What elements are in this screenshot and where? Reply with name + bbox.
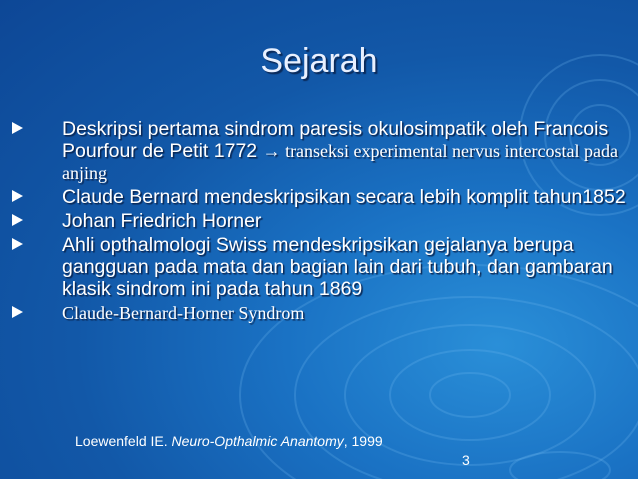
slide-title: Sejarah [260, 42, 378, 80]
bullet-text: Claude Bernard mendeskripsikan secara lebih komplit tahun1852 [62, 186, 626, 208]
bullet-item [12, 210, 627, 232]
reference-work: Neuro-Opthalmic Anantomy [171, 433, 344, 449]
bullet-text: Ahli opthalmologi Swiss mendeskripsikan gejalanya berupa gangguan pada mata dan bagian lain dari tubuh, dan gambaran klasik sindrom ini pada tahun 1869 [62, 234, 613, 300]
bullet-item [12, 302, 627, 324]
bullet-text: Johan Friedrich Horner [62, 210, 262, 232]
bullet-text-extra: → transeksi experimental nervus intercostal pada anjing [62, 141, 618, 183]
page-number: 3 [462, 452, 470, 468]
arrow-bullet-icon [12, 214, 23, 226]
arrow-bullet-icon [12, 190, 23, 202]
reference-author: Loewenfeld IE. [75, 433, 172, 449]
bullet-item [12, 186, 627, 208]
arrow-bullet-icon [12, 122, 23, 134]
bullet-item [12, 234, 627, 300]
bullet-text: Claude-Bernard-Horner Syndrom [62, 303, 305, 323]
reference-citation [75, 433, 383, 449]
arrow-bullet-icon [12, 306, 23, 318]
arrow-bullet-icon [12, 238, 23, 250]
reference-year: , 1999 [343, 433, 383, 449]
bullet-text: Deskripsi pertama sindrom paresis okulosimpatik oleh Francois Pourfour de Petit 1772 [62, 118, 609, 162]
bullet-list [12, 118, 627, 326]
bullet-item [12, 118, 627, 184]
